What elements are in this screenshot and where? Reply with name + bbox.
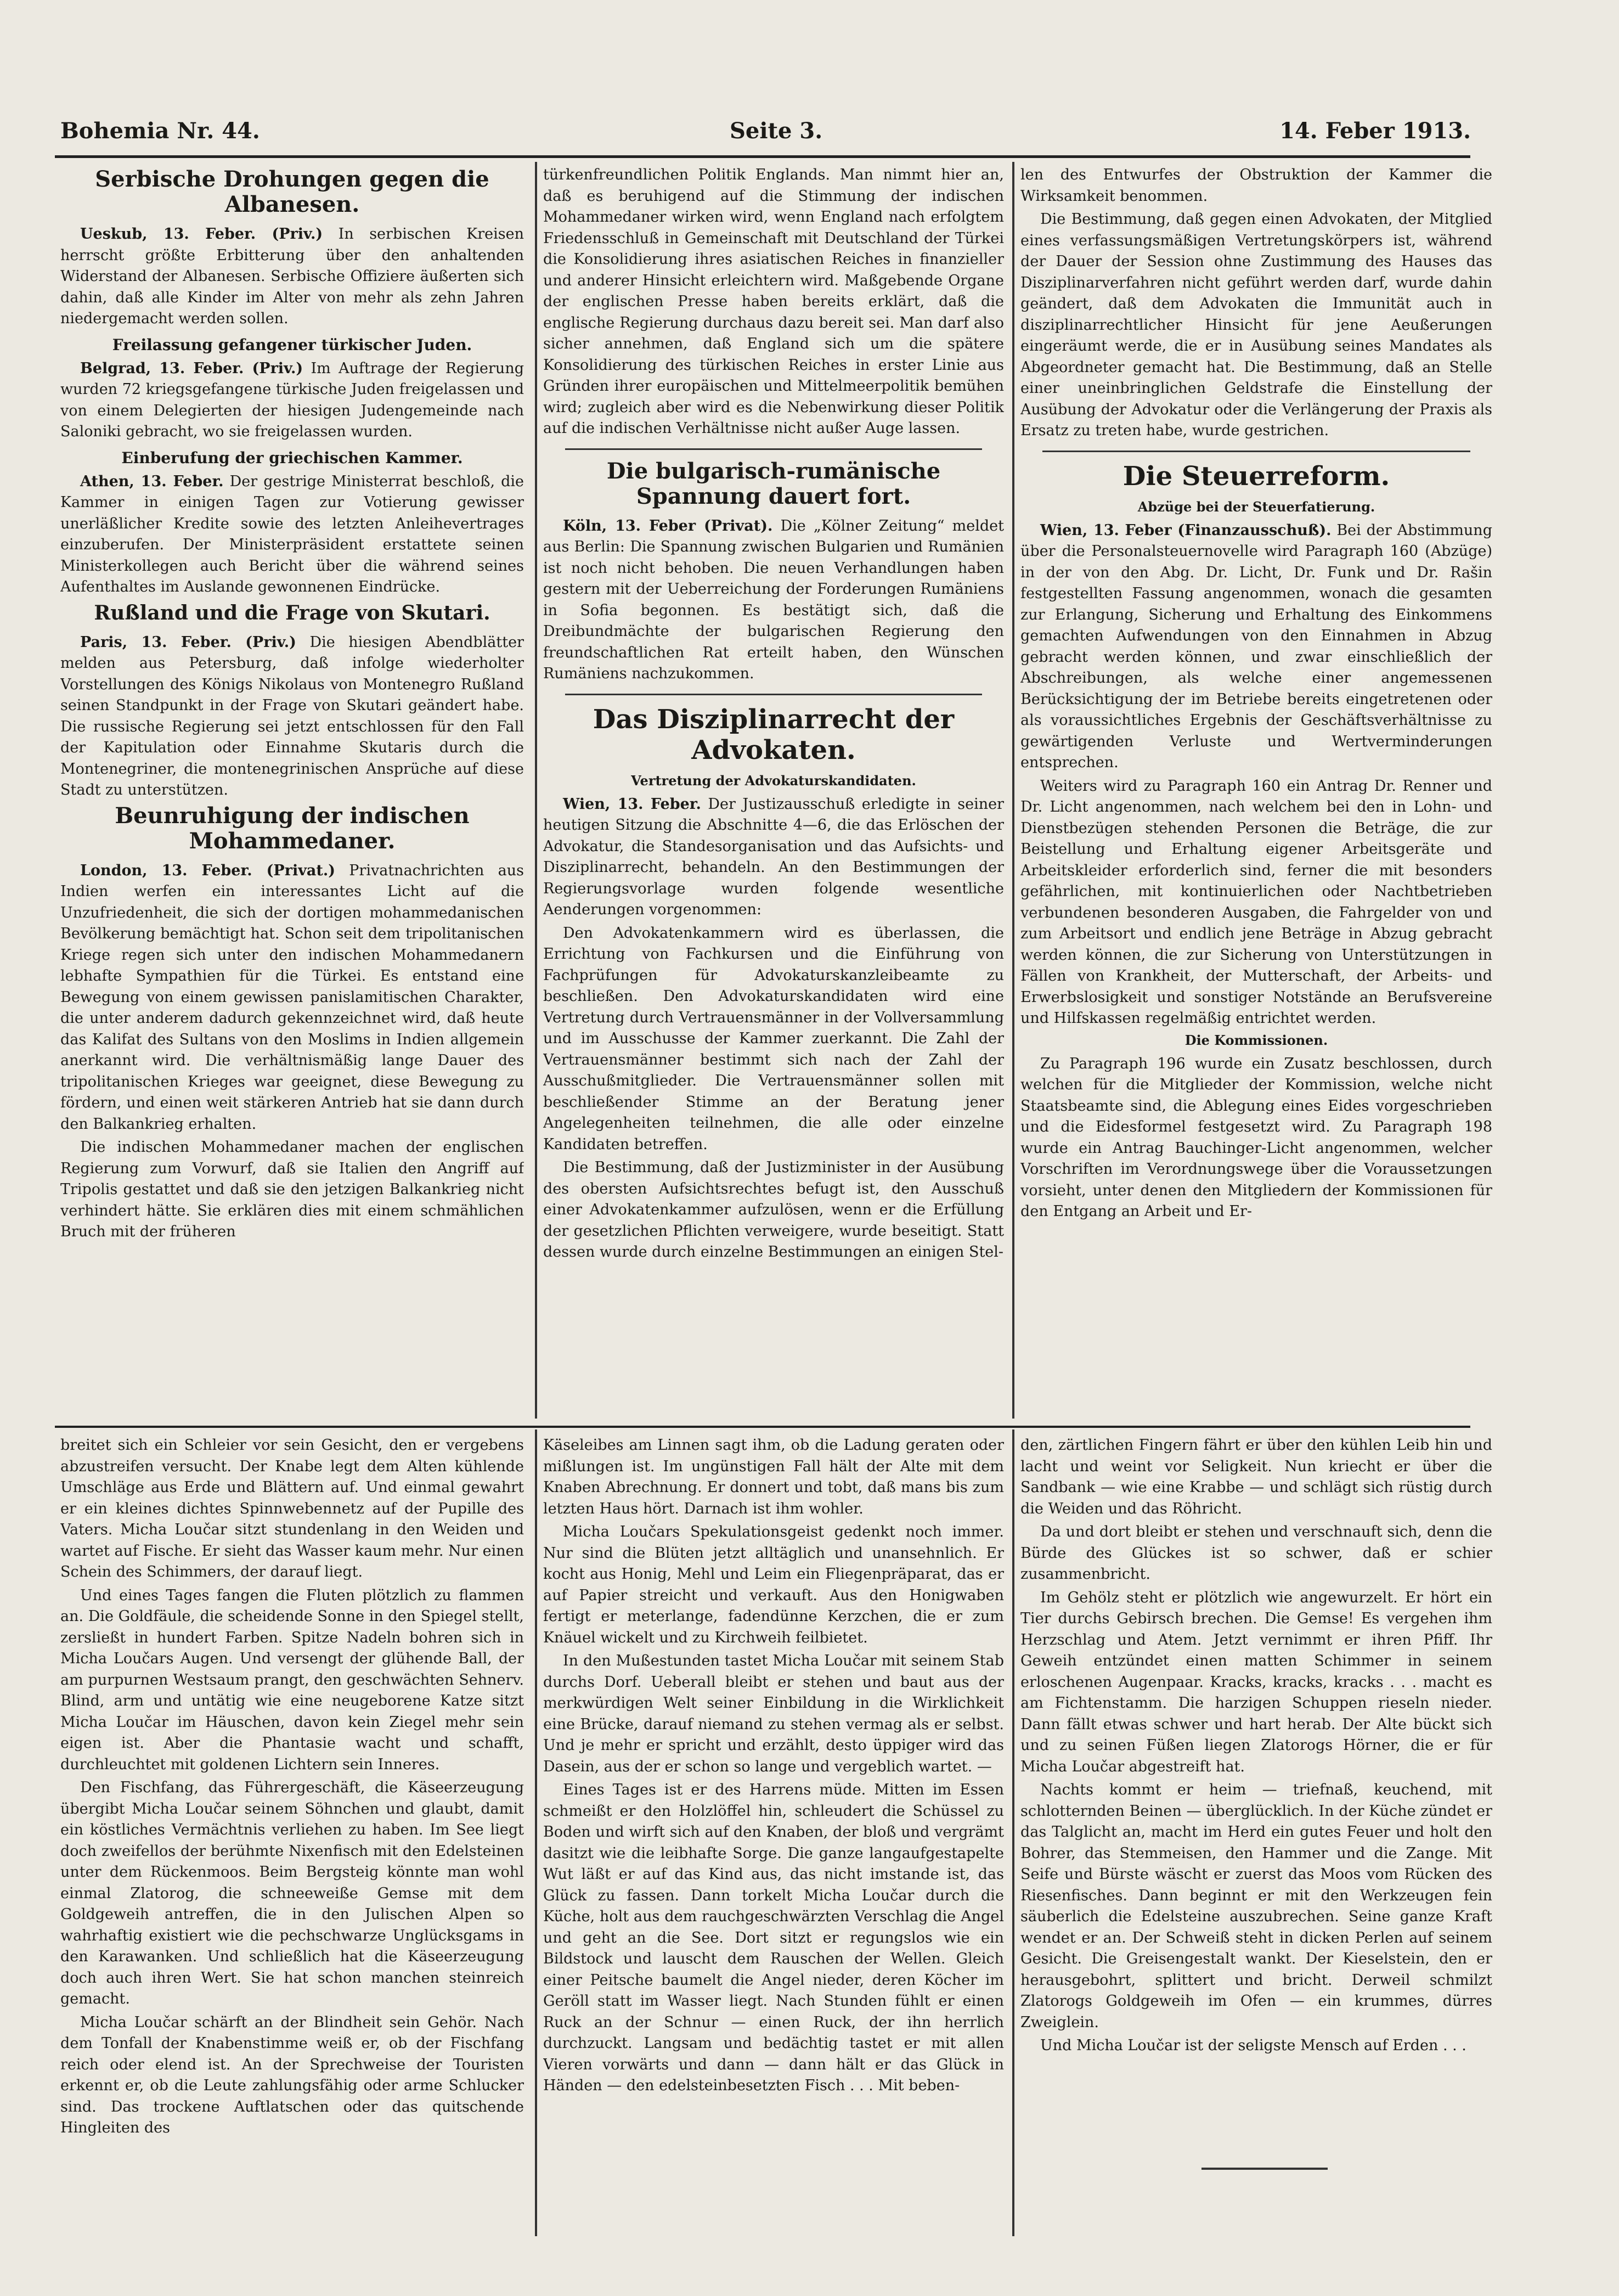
story-text: In den Mußestunden tastet Micha Loučar mit seinem Stab durchs Dorf. Ueberall bleibt er stehen und baut aus der merkwürdigen Welt seiner Einbildung in die Wirklichkeit eine Brücke, darauf niemand zu stehen vermag als er selbst. Und je mehr er spricht und erzählt, desto üppiger wird das Dasein, aus der er schon so lange und vergeblich wartet. — (543, 1652, 1004, 1775)
story-text: Den Fischfang, das Führergeschäft, die Käseerzeugung übergibt Micha Loučar seinem Söhnchen und glaubt, damit ein köstliches Vermächtnis verliehen zu haben. Im See liegt doch zweifellos der berühmte Nixenfisch mit den Edelsteinen unter dem Rückenmoos. Beim Bergsteig könnte man wohl einmal Zlatorog, die schneeweiße Gemse mit dem Goldgeweih antreffen, die in den Julischen Alpen so wahrhaftig existiert wie die pechschwarze Unglücksgams in den Karawanken. Und schließlich hat die Käseerzeugung doch auch ihren Wert. Sie hat schon manchen steinreich gemacht. (60, 1779, 524, 2007)
dateline: Paris, 13. Feber. (Priv.) (80, 633, 296, 651)
story-text: Nachts kommt er heim — triefnaß, keuchend, mit schlotternden Beinen — überglücklich. In der Küche zündet er das Talglicht an, macht im Herd ein gutes Feuer und holt den Bohrer, das Stemmeisen, den Hammer und die Zange. Mit Seife und Bürste wäscht er zuerst das Moos vom Rücken des Riesenfisches. Dann beginnt er mit den Werkzeugen fein säuberlich die Edelsteine auszubrechen. Seine ganze Kraft wendet er an. Der Schweiß steht in dicken Perlen auf seinem Gesicht. Die Greisengestalt wankt. Der Kieselstein, den er herausgebohrt, splittert und bricht. Derweil schmilzt Zlatorogs Goldgeweih im Ofen — ein krummes, dürres Zweiglein. (1020, 1781, 1492, 2031)
story-text: Und Micha Loučar ist der seligste Mensch auf Erden . . . (1040, 2037, 1466, 2054)
feuilleton-rule (55, 1426, 1470, 1428)
story-text: den, zärtlichen Fingern fährt er über den kühlen Leib hin und lacht und weint vor Seligkeit. Nun kriecht er über die Sandbank — wie eine Krabbe — und schlägt sich rüstig durch die Weiden und das Röhricht. (1020, 1437, 1492, 1517)
headline-serbische-drohungen: Serbische Drohungen gegen die Albanesen. (95, 166, 489, 217)
issue-number: Bohemia Nr. 44. (60, 118, 260, 144)
column-rule-1 (535, 162, 537, 1419)
feuilleton-column-1 (60, 1435, 524, 2236)
column-rule-2 (1012, 162, 1014, 1419)
article-text: türkenfreundlichen Politik Englands. Man nimmt hier an, daß es beruhigend auf die Stimmung der indischen Mohammedaner wirken wird, wenn England nach erfolgtem Friedensschluß in Gemeinschaft mit Deutschland der Türkei die Konsolidierung ihres asiatischen Reiches in finanzieller und anderer Hinsicht erleichtern wird. Maßgebende Organe der englischen Presse haben bereits erklärt, daß die englische Regierung durchaus dazu bereit sei. Man darf also sicher annehmen, daß England sich um die spätere Konsolidierung des türkischen Reiches in erster Linie aus Gründen ihrer europäischen und Mittelmeerpolitik bemühen wird; zugleich aber wird es die Nebenwirkung dieser Politik auf die indischen Verhältnisse nicht außer Auge lassen. (543, 166, 1004, 437)
column-2 (543, 165, 1004, 1416)
column-rule-3 (535, 1430, 537, 2236)
subheadline: Vertretung der Advokaturskandidaten. (631, 772, 916, 789)
subheadline: Abzüge bei der Steuerfatierung. (1137, 498, 1375, 515)
article-text: Die indischen Mohammedaner machen der englischen Regierung zum Vorwurf, daß sie Italien den Angriff auf Tripolis gestattet und daß sie den jetzigen Balkankrieg nicht verhindert hätte. Sie erklären dies mit einem schmählichen Bruch mit der früheren (60, 1139, 524, 1240)
story-text: Da und dort bleibt er stehen und verschnauft sich, denn die Bürde des Glückes ist so schwer, daß er schier zusammenbricht. (1020, 1523, 1492, 1583)
story-text: Micha Loučar schärft an der Blindheit sein Gehör. Nach dem Tonfall der Knabenstimme weiß er, ob der Fischfang reich oder elend ist. An der Sprechweise der Touristen erkennt er, ob die Leute zahlungsfähig oder arme Schlucker sind. Das trockene Auftlatschen oder das quitschende Hingleiten des (60, 2013, 524, 2136)
story-text: Und eines Tages fangen die Fluten plötzlich zu flammen an. Die Goldfäule, die scheidende Sonne in den Spiegel stellt, zersließt in hundert Farben. Spitze Nadeln bohren sich in Micha Loučars Augen. Und versengt der glühende Ball, der am purpurnen Westsaum prangt, den geschwächten Sehnerv. Blind, arm und untätig wie eine neugeborene Katze sitzt Micha Loučar im Häuschen, davon kein Ziegel mehr sein eigen ist. Aber die Phantasie wacht und schafft, durchleuchtet mit goldenen Lichtern sein Inneres. (60, 1586, 524, 1773)
header-rule (55, 155, 1470, 158)
dateline: London, 13. Feber. (Privat.) (80, 862, 336, 879)
story-text: Käseleibes am Linnen sagt ihm, ob die Ladung geraten oder mißlungen ist. Im ungünstigen Fall hält der Alte mit dem Knaben Abrechnung. Er donnert und tobt, daß mans bis zum letzten Haus hört. Darnach ist ihm wohler. (543, 1437, 1004, 1517)
headline-indische-mohammedaner: Beunruhigung der indischen Mohammedaner. (115, 802, 470, 854)
article-text: Der Justizausschuß erledigte in seiner heutigen Sitzung die Abschnitte 4—6, die das Erlöschen der Advokatur, die Standesorganisation und das Aufsichts- und Disziplinarrecht, behandeln. An den Bestimmungen der Regierungsvorlage wurden folgende wesentliche Aenderungen vorgenommen: (543, 795, 1004, 918)
column-1 (60, 165, 524, 1416)
headline-russland-skutari: Rußland und die Frage von Skutari. (94, 601, 490, 624)
headline-einberufung: Einberufung der griechischen Kammer. (121, 448, 463, 467)
article-text: Weiters wird zu Paragraph 160 ein Antrag Dr. Renner und Dr. Licht angenommen, nach welchem bei den in Lohn- und Dienstbezügen stehenden Personen die Beträge, die zur Beistellung und Erhaltung eigener Arbeitsgeräte und Arbeitskleider erforderlich sind, ferner die mit besonders gefährlichen, mit kontinuierlichen oder Nachtbetrieben verbundenen besonderen Ausgaben, die Fahrgelder von und zum Arbeitsort und endlich jene Beträge in Abzug gebracht werden können, die zur Sicherung von Unterstützungen in Fällen von Krankheit, der Mutterschaft, der Arbeits- und Erwerbslosigkeit und sonstiger Notstände an Berufsvereine und Hilfskassen regelmäßig entrichtet werden. (1020, 777, 1492, 1027)
dateline: Wien, 13. Feber. (563, 795, 701, 813)
article-text: Privatnachrichten aus Indien werfen ein interessantes Licht auf die Unzufriedenheit, die sich der dortigen mohammedanischen Bevölkerung bemächtigt hat. Schon seit dem tripolitanischen Kriege regen sich unter den indischen Mohammedanern lebhafte Sympathien für die Türkei. Es entstand eine Bewegung von einem gewissen panislamitischen Charakter, die unter anderem dadurch gekennzeichnet wird, daß heute das Kalifat des Sultans von den Moslims in Indien allgemein anerkannt wird. Die verhältnismäßig lange Dauer des tripolitanischen Krieges war geeignet, diese Bewegung zu fördern, und einen weit stärkeren Antrieb hat sie dann durch den Balkankrieg erhalten. (60, 862, 524, 1133)
article-text: Zu Paragraph 196 wurde ein Zusatz beschlossen, durch welchen für die Mitglieder der Kommission, welche nicht Staatsbeamte sind, die Ablegung eines Eides vorgeschrieben und die Eidesformel festgesetzt wird. Zu Paragraph 198 wurde ein Antrag Bauchinger-Licht angenommen, welcher Vorschriften im Verordnungswege über die Voraussetzungen vorsieht, unter denen den Mitgliedern der Kommissionen für den Entgang an Arbeit und Er- (1020, 1055, 1492, 1220)
dateline: Athen, 13. Feber. (80, 472, 224, 490)
headline-bulgarisch-rumaenisch: Die bulgarisch-rumänische Spannung dauert fort. (606, 458, 941, 509)
dateline: Belgrad, 13. Feber. (Priv.) (80, 359, 303, 377)
article-text: Die „Kölner Zeitung“ meldet aus Berlin: Die Spannung zwischen Bulgarien und Rumänien ist noch nicht behoben. Die neuen Verhandlungen haben gestern mit der Ueberreichung der Forderungen Rumäniens in Sofia begonnen. Es bestätigt sich, daß die Dreibundmächte der bulgarischen Regierung den freundschaftlichen Rat erteilt haben, den Wünschen Rumäniens nachzukommen. (543, 517, 1004, 682)
article-text: Die hiesigen Abendblätter melden aus Petersburg, daß infolge wiederholter Vorstellungen des Königs Nikolaus von Montenegro Rußland seinen Standpunkt in der Frage von Skutari geändert habe. Die russische Regierung sei jetzt entschlossen für den Fall der Kapitulation oder Einnahme Skutaris durch die Montenegriner, die montenegrinischen Ansprüche auf diese Stadt zu unterstützen. (60, 633, 524, 798)
column-3 (1020, 165, 1492, 1416)
feuilleton-column-3 (1020, 1435, 1492, 2214)
story-text: Eines Tages ist er des Harrens müde. Mitten im Essen schmeißt er den Holzlöffel hin, schleudert die Schüssel zu Boden und wirft sich auf den Knaben, der bloß und vergrämt dasitzt wie die leibhafte Sorge. Die ganze langaufgestapelte Wut läßt er auf das Kind aus, das nicht imstande ist, das Glück zu fassen. Dann torkelt Micha Loučar durch die Küche, holt aus dem rauchgeschwärzten Verschlag die Angel und geht an die See. Dort sitzt er regungslos wie ein Bildstock und lauscht dem Rauschen der Wellen. Gleich einer Peitsche baumelt die Angel nieder, deren Köcher im Geröll statt im Wasser liegt. Nach Stunden fühlt er einen Ruck an der Schnur — einen Ruck, der ihn herrlich durchzuckt. Langsam und bedächtig tastet er mit allen Vieren vorwärts und dann — dann hält er das Glück in Händen — den edelsteinbesetzten Fisch . . . Mit beben- (543, 1781, 1004, 2094)
article-text: In serbischen Kreisen herrscht größte Erbitterung über den anhaltenden Widerstand der Albanesen. Serbische Offiziere äußerten sich dahin, daß alle Kinder im Alter von mehr als zehn Jahren niedergemacht werden sollen. (60, 226, 524, 327)
story-text: breitet sich ein Schleier vor sein Gesicht, den er vergebens abzustreifen versucht. Der Knabe legt dem Alten kühlende Umschläge aus Erde und Blättern auf. Und einmal gewahrt er ein kleines dichtes Spinnwebennetz auf der Pupille des Vaters. Micha Loučar sitzt stundenlang in den Weiden und wartet auf Fische. Er sieht das Wasser kaum mehr. Nur einen Schein des Schimmers, der darauf liegt. (60, 1437, 524, 1580)
headline-disziplinarrecht: Das Disziplinarrecht der Advokaten. (593, 704, 955, 766)
article-text: Die Bestimmung, daß der Justizminister in der Ausübung des obersten Aufsichtsrechtes befugt ist, den Ausschuß einer Advokatenkammer aufzulösen, wenn er die Erfüllung der gesetzlichen Pflichten verweigere, wurde beseitigt. Statt dessen wurde durch einzelne Bestimmungen an einigen Stel- (543, 1159, 1004, 1260)
dateline: Wien, 13. Feber (Finanzausschuß). (1040, 521, 1332, 539)
headline-steuerreform: Die Steuerreform. (1122, 460, 1390, 492)
subheadline-kommissionen: Die Kommissionen. (1184, 1032, 1328, 1048)
article-separator (1042, 451, 1470, 452)
dateline: Köln, 13. Feber (Privat). (563, 517, 773, 534)
issue-date: 14. Feber 1913. (1279, 118, 1471, 144)
column-rule-4 (1012, 1430, 1014, 2236)
headline-freilassung: Freilassung gefangener türkischer Juden. (112, 335, 472, 354)
page-header (60, 118, 1471, 151)
story-text: Micha Loučars Spekulationsgeist gedenkt noch immer. Nur sind die Blüten jetzt alltäglich und unansehnlich. Er kocht aus Honig, Mehl und Leim ein Fliegenpräparat, das er auf Papier streicht und verkauft. Aus den Honigwaben fertigt er meterlange, fadendünne Kerzchen, die er zum Knäuel wickelt und zu Kirchweih feilbietet. (543, 1523, 1004, 1646)
feuilleton-column-2 (543, 1435, 1004, 2236)
article-text: Der gestrige Ministerrat beschloß, die Kammer in einigen Tagen zur Votierung gewisser unerläßlicher Kredite sowie des letzten Anleihevertrages einzuberufen. Der Ministerpräsident erstattete seinen Ministerkollegen auch Bericht über die während seines Aufenthaltes im Auslande gewonnenen Eindrücke. (60, 472, 524, 595)
article-text: Den Advokatenkammern wird es überlassen, die Errichtung von Fachkursen und die Einführung von Fachprüfungen für Advokaturskanzleibeamte zu beschließen. Den Advokaturskandidaten wird eine Vertretung durch Vertrauensmänner in der Vollversammlung und im Ausschusse der Kammer zuerkannt. Die Zahl der Vertrauensmänner bestimmt sich nach der Zahl der Ausschußmitglieder. Die Vertrauensmänner sollen mit beschließender Stimme an der Beratung jener Angelegenheiten teilnehmen, die alle oder einzelne Kandidaten betreffen. (543, 924, 1004, 1153)
article-text: len des Entwurfes der Obstruktion der Kammer die Wirksamkeit benommen. (1020, 166, 1492, 205)
story-end-rule (1201, 2168, 1328, 2170)
dateline: Ueskub, 13. Feber. (Priv.) (80, 226, 323, 243)
story-text: Im Gehölz steht er plötzlich wie angewurzelt. Er hört ein Tier durchs Gebirsch brechen. Die Gemse! Es vergehen ihm Herzschlag und Atem. Jetzt vernimmt er ihren Pfiff. Ihr Geweih entzündet einen matten Schimmer in seinem erloschenen Augenpaar. Kracks, kracks, kracks . . . macht es am Fichtenstamm. Die harzigen Schuppen rieseln nieder. Dann fällt etwas schwer und hart herab. Der Alte bückt sich und zu seinen Füßen liegen Zlatorogs Hörner, die er für Micha Loučar abgestreift hat. (1020, 1589, 1492, 1775)
article-text: Die Bestimmung, daß gegen einen Advokaten, der Mitglied eines verfassungsmäßigen Vertretungskörpers ist, während der Dauer der Session ohne Zustimmung des Hauses das Disziplinarverfahren nicht geführt werden darf, wurde dahin geändert, daß dem Advokaten die Immunität auch in disziplinarrechtlicher Hinsicht für jene Aeußerungen eingeräumt werde, die er in Ausübung seines Mandates als Abgeordneter gemacht hat. Die Bestimmung, daß an Stelle einer uneinbringlichen Geldstrafe die Einstellung der Ausübung der Advokatur oder die Verlängerung der Praxis als Ersatz zu treten habe, wurde gestrichen. (1020, 211, 1492, 439)
page-number: Seite 3. (730, 118, 823, 144)
article-separator (565, 694, 982, 695)
article-text: Im Auftrage der Regierung wurden 72 kriegsgefangene türkische Juden freigelassen und von einem Delegierten der hiesigen Judengemeinde nach Saloniki gebracht, wo sie freigelassen wurden. (60, 359, 524, 440)
article-text: Bei der Abstimmung über die Personalsteuernovelle wird Paragraph 160 (Abzüge) in der von den Abg. Dr. Licht, Dr. Funk und Dr. Rašin festgestellten Fassung angenommen, wonach die gesamten zur Erlangung, Sicherung und Erhaltung des Einkommens gemachten Aufwendungen von den Einnahmen in Abzug gebracht werden können, und zwar einschließlich der Abschreibungen, als welche einer angemessenen Berücksichtigung der im Betriebe bereits eingetretenen oder als voraussichtliches Ergebnis der Geschäftsverhältnisse zu gewärtigenden Verluste und Wertverminderungen entsprechen. (1020, 521, 1492, 771)
article-separator (565, 448, 982, 450)
